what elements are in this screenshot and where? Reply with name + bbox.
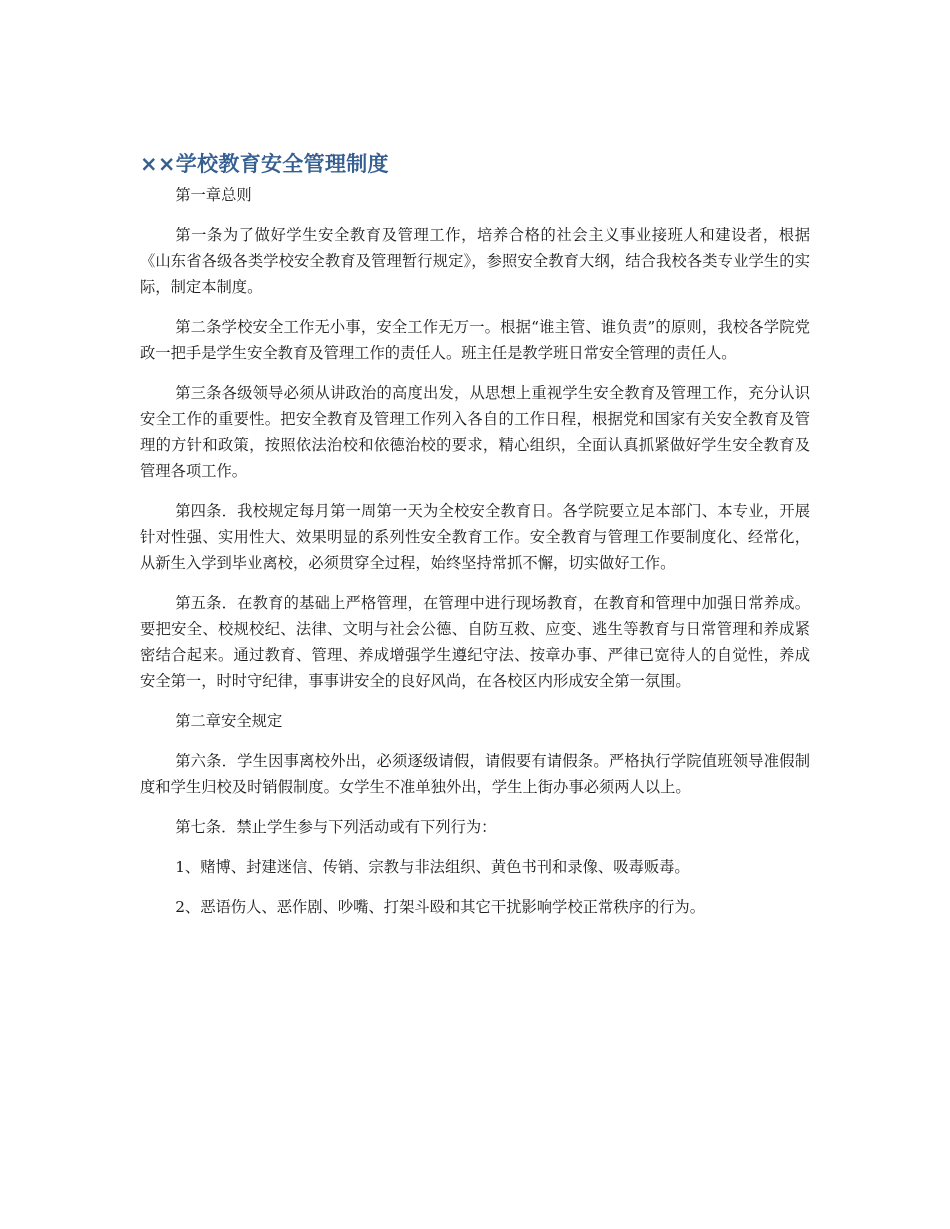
article-5: 第五条．在教育的基础上严格管理，在管理中进行现场教育，在教育和管理中加强日常养成。要把安全、校规校纪、法律、文明与社会公德、自防互救、应变、逃生等教育与日常管理和养成紧密结合起来。通过教育、管理、养成增强学生遵纪守法、按章办事、严律已宽待人的自觉性，养成安全第一，时时守纪律，事事讲安全的良好风尚，在各校区内形成安全第一氛围。 [140,594,810,690]
document-page [140,148,810,920]
article-7: 第七条．禁止学生参与下列活动或有下列行为： [175,818,497,836]
article-1: 第一条为了做好学生安全教育及管理工作，培养合格的社会主义事业接班人和建设者，根据《山东省各级各类学校安全教育及管理暂行规定》，参照安全教育大纲，结合我校各类专业学生的实际，制定本制度。 [140,226,810,296]
list-item-2: 2、恶语伤人、恶作剧、吵嘴、打架斗殴和其它干扰影响学校正常秩序的行为。 [175,898,706,916]
document-title: ××学校教育安全管理制度 [140,152,389,176]
article-4: 第四条．我校规定每月第一周第一天为全校安全教育日。各学院要立足本部门、本专业，开展针对性强、实用性大、效果明显的系列性安全教育工作。安全教育与管理工作要制度化、经常化，从新生入学到毕业离校，必须贯穿全过程，始终坚持常抓不懈，切实做好工作。 [140,502,810,572]
article-6: 第六条．学生因事离校外出，必须逐级请假，请假要有请假条。严格执行学院值班领导准假制度和学生归校及时销假制度。女学生不准单独外出，学生上街办事必须两人以上。 [140,752,810,796]
list-item-1: 1、赌博、封建迷信、传销、宗教与非法组织、黄色书刊和录像、吸毒贩毒。 [175,858,690,876]
article-3: 第三条各级领导必须从讲政治的高度出发，从思想上重视学生安全教育及管理工作，充分认识安全工作的重要性。把安全教育及管理工作列入各自的工作日程，根据党和国家有关安全教育及管理的方针和政策，按照依法治校和依德治校的要求，精心组织，全面认真抓紧做好学生安全教育及管理各项工作。 [140,384,810,480]
chapter-heading-1: 第一章总则 [175,186,252,204]
chapter-heading-2: 第二章安全规定 [175,712,283,730]
article-2: 第二条学校安全工作无小事，安全工作无万一。根据“谁主管、谁负责”的原则，我校各学院党政一把手是学生安全教育及管理工作的责任人。班主任是教学班日常安全管理的责任人。 [140,318,810,362]
